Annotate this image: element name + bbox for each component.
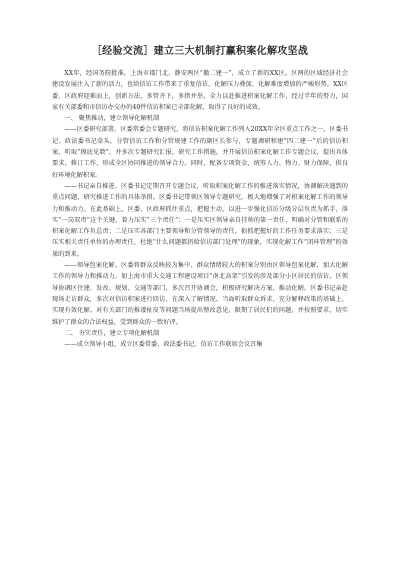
sub-paragraph-4: ——成立领导小组，成立区委常委、政法委书记、信访工作联席会议召集 bbox=[64, 341, 263, 349]
sub-paragraph-3: ——领导包案化解。区委将群众反映较为集中、群众情绪较大的积案分别由区领导包案化解，加大化解工作的领导力和推动力。如上海市重大交通工程建设项目“南北高架”引发的涉及部分小区居民的信访，区领导协调区住建、发改、规划、交通等部门，多次召开协调会，积极研究解决方案，推动化解。区委书记亲赴现场走访群众，多次对信访积案进行回访，在深入了解情况、当面听取群众诉求、充分解释政策的基础上，实现有效化解。对有关部门的推诿扯皮等问题当场提出整改意见，限期了居民们的问题，并按照要求，切实维护了群众的合法权益，受到群众的一致好评。 bbox=[52, 262, 348, 326]
section-heading-2: 二、 夯实责任，建立专项化解机制 bbox=[64, 329, 160, 337]
intro-paragraph: XX年，经国务院批准，上海市郡门北、静安两区“撤二建一”，成立了新的XX区。区两的区域经济社会建设发展注入了新的活力，也给信访工作带来了重复信访、化解压力叠加、化解难度增加的严峻形势。XX区委、区政府迎难而上，创新方法，多管齐下，多措并举，全力以赴推进积案化解工作，经过半年的努力，国家有关部委和市信访办交办的40件信访积案已全部化解，取得了良好的成效。 bbox=[52, 70, 348, 111]
document-body bbox=[52, 68, 348, 350]
document-title: ［经验交流］建立三大机制打赢积案化解攻坚战 bbox=[91, 46, 309, 57]
sub-paragraph-1: ——区委研究部署。区委常委会专题研究，将信访积案化解工作列入20XX年全区重点工作之一，区委书记、政法委书记牵头，分管信访工作和分管规建工作的副区长参与，专题调研和建“四二建一”后的信访积案，听取“摸底见数”，并多次专题研究汇报，研究工作措施。并开展信访积案化解工作专题会议，提出具体要求。修订工作，形成全区协同推进的领导合力。同时，配备专项资金，统筹人力、物力、财力保障，供良好环境化解积案。 bbox=[52, 126, 348, 179]
sub-paragraph-2: ——书记亲自推进。区委书记定期召开专题会议，听取积案化解工作的推进落实情况，协调解决遇到的重点问题，研究推进工作的具体举措。区委书记带领区领导专题研究，极大地增强了对积案化解工作的领导力和推动力。在此基础上，区委、区政府抓住重点，把握主动，以进一步强化信访分级分层负责为抓手，落实“一岗双责”这个关键，着力压实“三个责任”：一是压实区领导亲自挂帅的第一责任，明确对分管和联系的积案化解工作负总责；二是压实各部门主要领导和分管领导的责任，狠抓把握好的工作任务要求落实；三是压实相关责任单位的办理责任，杜绝“什么问题都扔给信访部门处理”的现象，实现化解工作“闭环管理”的效果的到来。 bbox=[52, 182, 348, 258]
section-heading-1: 一、 聚焦推动，建立领导化解机制 bbox=[64, 115, 160, 123]
